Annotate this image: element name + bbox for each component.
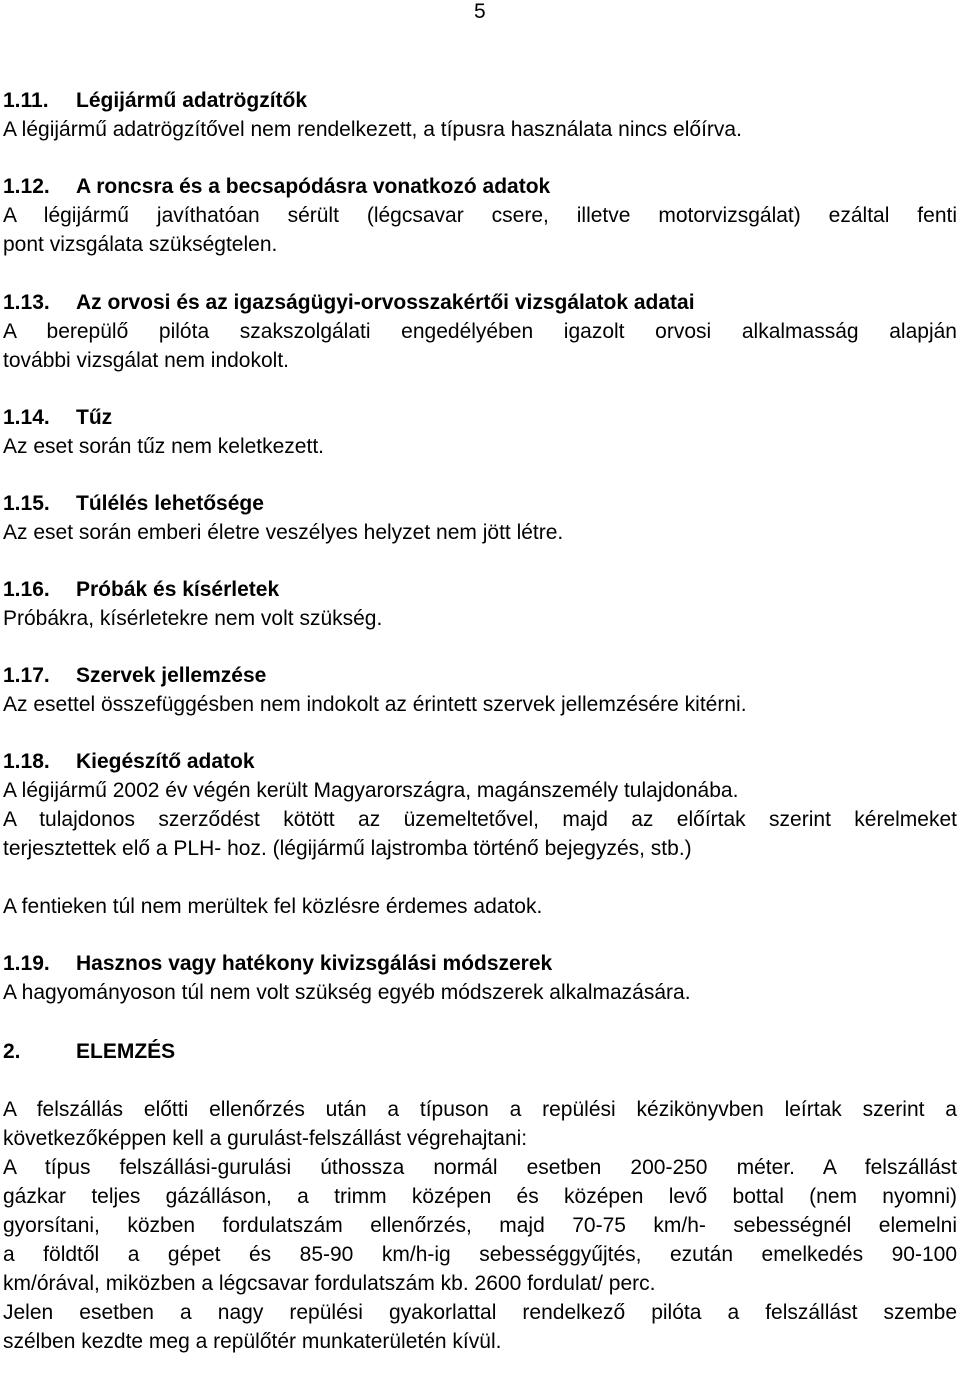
section-1-11 <box>3 86 957 144</box>
section-title: Légijármű adatrögzítők <box>76 89 308 112</box>
paragraph-line: Az eset során emberi életre veszélyes helyzet nem jött létre. <box>3 521 564 544</box>
paragraph-line: további vizsgálat nem indokolt. <box>3 349 289 372</box>
paragraph-line: A fentieken túl nem merültek fel közlésre érdemes adatok. <box>3 895 543 918</box>
section-title: Próbák és kísérletek <box>76 578 280 601</box>
section-heading <box>3 172 957 201</box>
paragraph-line: szélben kezdte meg a repülőtér munkaterületén kívül. <box>3 1330 502 1353</box>
paragraph-line: következőképpen kell a gurulást-felszállást végrehajtani: <box>3 1127 528 1150</box>
paragraph-line: Az esettel összefüggésben nem indokolt az érintett szervek jellemzésére kitérni. <box>3 693 747 716</box>
section-title: Túlélés lehetősége <box>76 492 264 515</box>
paragraph-line: Jelen esetben a nagy repülési gyakorlattal rendelkező pilóta a felszállást szembe <box>3 1301 957 1324</box>
section-1-18 <box>3 747 957 921</box>
section-number: 1.19. <box>3 952 50 975</box>
section-heading <box>3 86 957 115</box>
paragraph-line: pont vizsgálata szükségtelen. <box>3 233 278 256</box>
section-number: 1.18. <box>3 750 50 773</box>
chapter-title: ELEMZÉS <box>76 1040 176 1063</box>
section-1-17 <box>3 661 957 719</box>
section-heading <box>3 661 957 690</box>
paragraph-line: A légijármű adatrögzítővel nem rendelkezett, a típusra használata nincs előírva. <box>3 118 742 141</box>
paragraph-line: A légijármű javíthatóan sérült (légcsavar csere, illetve motorvizsgálat) ezáltal fenti <box>3 204 957 227</box>
chapter-number: 2. <box>3 1040 21 1063</box>
section-heading <box>3 489 957 518</box>
paragraph-line: gázkar teljes gázálláson, a trimm középen és középen levő bottal (nem nyomni) <box>3 1185 957 1208</box>
paragraph-line: A felszállás előtti ellenőrzés után a típuson a repülési kézikönyvben leírtak szerint a <box>3 1098 957 1121</box>
paragraph-line: A légijármű 2002 év végén került Magyarországra, magánszemély tulajdonába. <box>3 779 739 802</box>
section-title: Kiegészítő adatok <box>76 750 255 773</box>
section-title: Hasznos vagy hatékony kivizsgálási módszerek <box>76 952 553 975</box>
paragraph-line: Az eset során tűz nem keletkezett. <box>3 435 324 458</box>
section-number: 1.15. <box>3 492 50 515</box>
document-body <box>3 86 957 1356</box>
section-1-19 <box>3 949 957 1007</box>
paragraph-line: Próbákra, kísérletekre nem volt szükség. <box>3 607 383 630</box>
chapter-heading <box>3 1037 957 1066</box>
section-1-12 <box>3 172 957 259</box>
paragraph-line: A típus felszállási-gurulási úthossza normál esetben 200-250 méter. A felszállást <box>3 1156 957 1179</box>
section-number: 1.11. <box>3 89 49 112</box>
section-1-13 <box>3 288 957 375</box>
analysis-paragraph <box>3 1095 957 1356</box>
paragraph-line: a földtől a gépet és 85-90 km/h-ig sebességgyűjtés, ezután emelkedés 90-100 <box>3 1243 957 1266</box>
paragraph-line: terjesztettek elő a PLH- hoz. (légijármű lajstromba történő bejegyzés, stb.) <box>3 837 692 860</box>
page-number: 5 <box>474 0 486 23</box>
section-number: 1.16. <box>3 578 50 601</box>
section-number: 1.12. <box>3 175 50 198</box>
section-number: 1.14. <box>3 406 50 429</box>
section-title: Szervek jellemzése <box>76 664 267 687</box>
chapter-2 <box>3 1037 957 1066</box>
paragraph-line: A tulajdonos szerződést kötött az üzemeltetővel, majd az előírtak szerint kérelmeket <box>3 808 957 831</box>
section-title: A roncsra és a becsapódásra vonatkozó adatok <box>76 175 551 198</box>
section-heading <box>3 288 957 317</box>
section-number: 1.17. <box>3 664 50 687</box>
section-1-14 <box>3 403 957 461</box>
paragraph-line: gyorsítani, közben fordulatszám ellenőrzés, majd 70-75 km/h- sebességnél elemelni <box>3 1214 957 1237</box>
section-heading <box>3 949 957 978</box>
section-1-16 <box>3 575 957 633</box>
section-heading <box>3 747 957 776</box>
paragraph-line: A berepülő pilóta szakszolgálati engedélyében igazolt orvosi alkalmasság alapján <box>3 320 957 343</box>
section-title: Az orvosi és az igazságügyi-orvosszakértői vizsgálatok adatai <box>76 291 695 314</box>
section-heading <box>3 575 957 604</box>
section-title: Tűz <box>76 406 113 429</box>
paragraph-line: km/órával, miközben a légcsavar fordulatszám kb. 2600 fordulat/ perc. <box>3 1272 656 1295</box>
section-number: 1.13. <box>3 291 50 314</box>
section-heading <box>3 403 957 432</box>
paragraph-line: A hagyományoson túl nem volt szükség egyéb módszerek alkalmazására. <box>3 981 691 1004</box>
section-1-15 <box>3 489 957 547</box>
